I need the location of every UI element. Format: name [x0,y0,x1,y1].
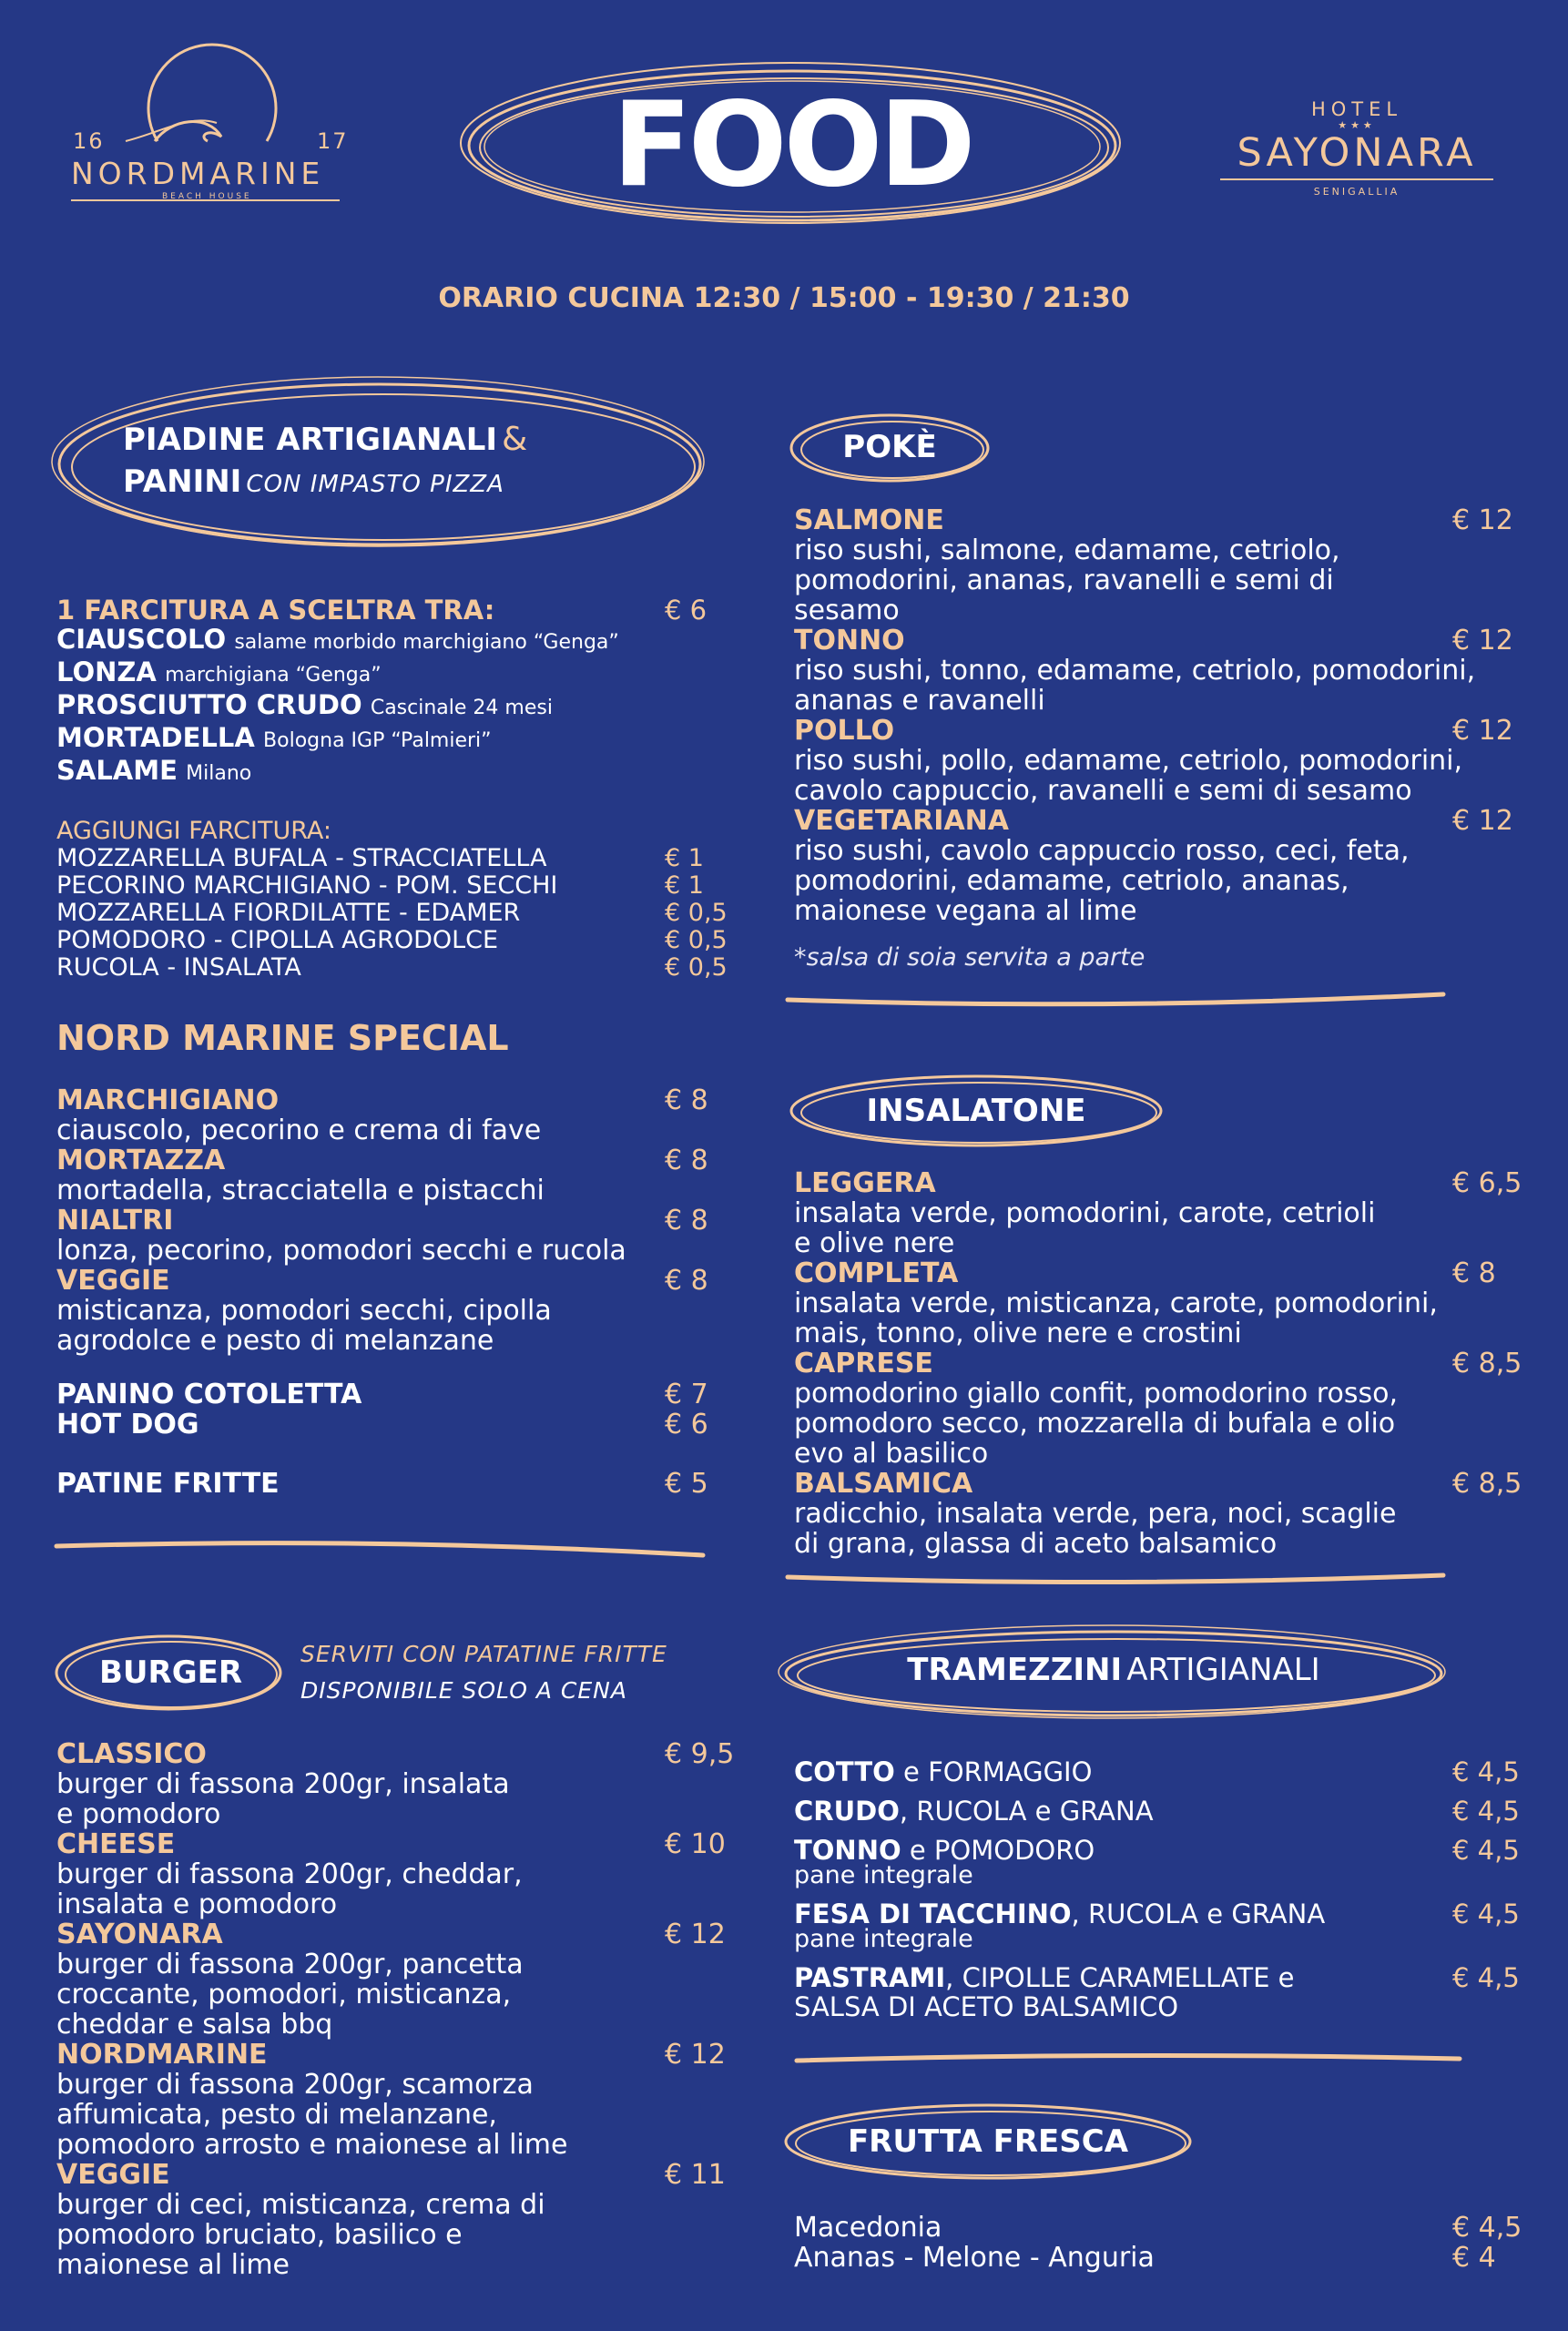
item-desc: radicchio, insalata verde, pera, noci, scaglie [794,1498,1397,1530]
menu-item: SALMONE € 12 [794,504,1513,536]
extra-row: MOZZARELLA FIORDILATTE - EDAMER € 0,5 [56,899,728,927]
insalatone-section [794,1168,1522,1559]
tramezzino-sub: pane integrale [794,1861,973,1889]
item-desc: riso sushi, cavolo cappuccio rosso, ceci, feta, [794,835,1410,867]
extra-item: PANINO COTOLETTA € 7 [56,1379,708,1410]
item-desc: di grana, glassa di aceto balsamico [794,1528,1278,1560]
item-desc: pomodoro arrosto e maionese al lime [56,2129,568,2161]
item-desc: croccante, pomodori, misticanza, [56,1979,512,2010]
item-desc: pomodoro secco, mozzarella di bufala e olio [794,1408,1396,1440]
menu-item: LEGGERA € 6,5 [794,1167,1522,1199]
insalatone-title-block [785,1070,1176,1152]
item-desc: maionese vegana al lime [794,895,1137,927]
frutta-section [794,2213,1522,2273]
menu-item: VEGGIE € 8 [56,1265,708,1297]
piadine-title-2: PANINI [123,463,242,500]
piadine-title [123,419,527,503]
extra-row: PECORINO MARCHIGIANO - POM. SECCHI € 1 [56,871,704,900]
item-desc: riso sushi, tonno, edamame, cetriolo, pomodorini, [794,655,1476,687]
item-desc: riso sushi, salmone, edamame, cetriolo, [794,534,1340,566]
burger-note-1: SERVITI CON PATATINE FRITTE [300,1641,667,1667]
item-desc: insalata verde, pomodorini, carote, cetrioli [794,1197,1376,1229]
sayonara-logo [1220,98,1493,208]
menu-item: POLLO € 12 [794,715,1513,747]
item-desc: insalata verde, misticanza, carote, pomodorini, [794,1288,1438,1319]
insalatone-title: INSALATONE [866,1093,1086,1129]
filling-row: SALAME Milano [56,755,252,786]
filling-row: LONZA marchigiana “Genga” [56,657,382,687]
item-desc: lonza, pecorino, pomodori secchi e rucola [56,1235,626,1267]
tramezzino-line2: SALSA DI ACETO BALSAMICO [794,1991,1179,2022]
piadine-title-sub: CON IMPASTO PIZZA [246,471,504,498]
logo-year-left: 16 [73,128,105,154]
burger-title-block [50,1630,296,1716]
fruit-item: Ananas - Melone - Anguria € 4 [794,2242,1496,2274]
piadine-title-amp: & [502,421,528,458]
tramezzini-title: TRAMEZZINI ARTIGIANALI [907,1652,1320,1688]
burger-section [56,1738,735,2281]
menu-item: MORTAZZA € 8 [56,1145,708,1176]
piadine-choice-heading: 1 FARCITURA A SCELTRA TRA: € 6 [56,595,708,626]
tramezzini-section [794,1757,1522,2021]
extra-item: HOT DOG € 6 [56,1409,708,1440]
logo-hotel: HOTEL [1310,98,1403,120]
piadine-title-1: PIADINE ARTIGIANALI [123,422,498,458]
item-desc: burger di fassona 200gr, pancetta [56,1949,524,1980]
burger-title: BURGER [98,1654,243,1691]
item-desc: affumicata, pesto di melanzane, [56,2099,497,2131]
item-desc: pomodorini, ananas, ravanelli e semi di [794,565,1334,596]
item-desc: pomodorini, edamame, cetriolo, ananas, [794,865,1349,897]
logo-name: NORDMARINE [71,156,325,191]
tramezzino-item: FESA DI TACCHINO, RUCOLA e GRANA € 4,5 [794,1898,1520,1929]
brush-divider [788,1564,1452,1601]
special-section [56,1085,730,1499]
tramezzino-item: COTTO e FORMAGGIO € 4,5 [794,1756,1520,1787]
item-desc: pomodoro bruciato, basilico e [56,2219,463,2251]
fruit-item: Macedonia € 4,5 [794,2212,1522,2244]
logo-tagline: BEACH HOUSE [162,192,252,201]
filling-row: MORTADELLA Bologna IGP “Palmieri” [56,722,492,753]
logo-city: SENIGALLIA [1313,186,1400,198]
menu-item: CAPRESE € 8,5 [794,1348,1522,1379]
item-desc: maionese al lime [56,2249,290,2281]
item-desc: burger di fassona 200gr, scamorza [56,2069,534,2101]
item-desc: sesamo [794,595,900,626]
extra-item: PATINE FRITTE € 5 [56,1468,708,1500]
food-title-block [455,59,1129,232]
special-title: NORD MARINE SPECIAL [56,1018,509,1058]
menu-item: VEGGIE € 11 [56,2159,726,2191]
menu-item: SAYONARA € 12 [56,1919,726,1950]
menu-item: TONNO € 12 [794,625,1513,657]
poke-section [794,505,1522,972]
nordmarine-logo [71,50,349,209]
menu-item: CHEESE € 10 [56,1828,726,1860]
menu-item: NIALTRI € 8 [56,1205,708,1237]
tramezzino-item: CRUDO, RUCOLA e GRANA € 4,5 [794,1796,1520,1827]
frutta-title: FRUTTA FRESCA [847,2123,1129,2160]
brush-divider [56,1530,712,1566]
filling-row: PROSCIUTTO CRUDO Cascinale 24 mesi [56,689,553,720]
piadine-choice-price: € 6 [665,595,708,626]
item-desc: evo al basilico [794,1438,989,1470]
poke-title: POKÈ [842,429,937,465]
brush-divider [788,983,1452,1020]
item-desc: pomodorino giallo confit, pomodorino rosso, [794,1378,1398,1410]
burger-note-2: DISPONIBILE SOLO A CENA [300,1677,627,1704]
item-desc: cavolo cappuccio, ravanelli e semi di sesamo [794,775,1412,807]
extra-row: RUCOLA - INSALATA € 0,5 [56,953,728,982]
page-title: FOOD [612,77,972,213]
tramezzino-sub: pane integrale [794,1925,973,1953]
filling-row: CIAUSCOLO salame morbido marchigiano “Genga” [56,624,619,655]
item-desc: ananas e ravanelli [794,685,1045,717]
frutta-title-block [779,2099,1207,2185]
item-desc: e pomodoro [56,1798,221,1830]
logo-year-right: 17 [317,128,349,154]
logo-stars-icon: ★★★ [1338,119,1376,131]
item-desc: mortadella, stracciatella e pistacchi [56,1175,545,1206]
poke-title-block [785,410,1003,487]
menu-item: MARCHIGIANO € 8 [56,1084,708,1116]
item-desc: ciauscolo, pecorino e crema di fave [56,1115,542,1146]
menu-item: CLASSICO € 9,5 [56,1738,735,1770]
kitchen-hours: ORARIO CUCINA 12:30 / 15:00 - 19:30 / 21:30 [438,282,1130,314]
tramezzino-item: TONNO e POMODORO € 4,5 [794,1835,1520,1866]
item-desc: cheddar e salsa bbq [56,2009,333,2041]
tramezzini-title-block [779,1624,1452,1724]
item-desc: insalata e pomodoro [56,1888,338,1920]
menu-item: NORDMARINE € 12 [56,2039,726,2071]
poke-note: *salsa di soia servita a parte [794,943,1145,972]
item-desc: burger di fassona 200gr, cheddar, [56,1858,523,1890]
logo-sayonara: SAYONARA [1220,131,1493,180]
brush-divider [797,2044,1471,2081]
menu-item: COMPLETA € 8 [794,1257,1496,1289]
item-desc: burger di ceci, misticanza, crema di [56,2189,545,2221]
extra-heading: AGGIUNGI FARCITURA: [56,817,331,845]
item-desc: riso sushi, pollo, edamame, cetriolo, pomodorini, [794,745,1463,777]
piadine-section [56,595,730,982]
piadine-title-block [50,373,715,555]
menu-item: BALSAMICA € 8,5 [794,1468,1522,1500]
item-desc: agrodolce e pesto di melanzane [56,1325,494,1357]
item-desc: burger di fassona 200gr, insalata [56,1768,510,1800]
extra-row: POMODORO - CIPOLLA AGRODOLCE € 0,5 [56,926,728,954]
item-desc: misticanza, pomodori secchi, cipolla [56,1295,552,1327]
extra-row: MOZZARELLA BUFALA - STRACCIATELLA € 1 [56,844,704,872]
menu-item: VEGETARIANA € 12 [794,805,1513,837]
tramezzino-item: PASTRAMI, CIPOLLE CARAMELLATE e € 4,5 [794,1962,1520,1993]
item-desc: e olive nere [794,1227,955,1259]
item-desc: mais, tonno, olive nere e crostini [794,1318,1242,1349]
